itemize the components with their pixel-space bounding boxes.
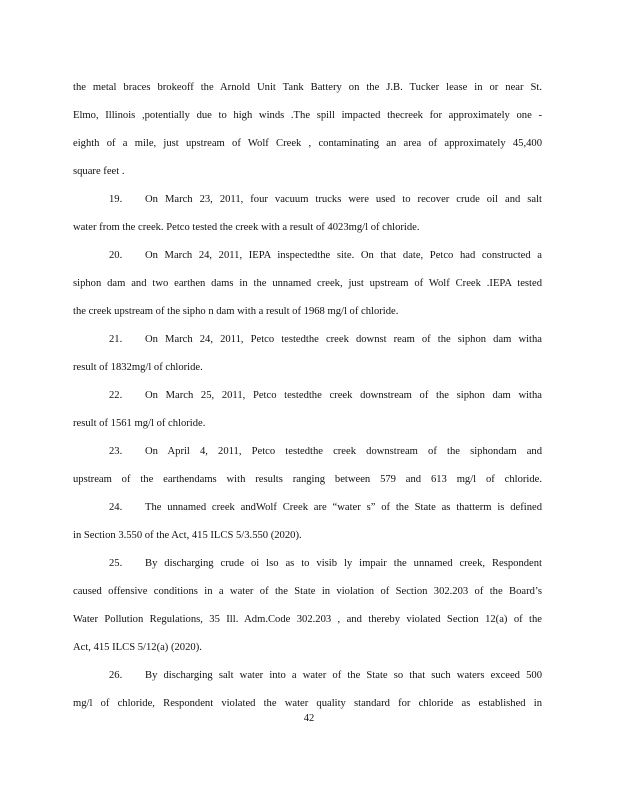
paragraph-19-first-line — [109, 193, 542, 207]
text-line: Water Pollution Regulations, 35 Ill. Adm.Code 302.203 , and thereby violated Section 12(a) of the — [73, 614, 542, 625]
paragraph-24-first-line — [109, 501, 542, 515]
text-line: result of 1561 mg/l of chloride. — [73, 418, 206, 429]
page-number: 42 — [303, 713, 315, 724]
text-line: Elmo, Illinois ,potentially due to high winds .The spill impacted thecreek for approximately one - — [73, 110, 542, 121]
text-line: the metal braces brokeoff the Arnold Unit Tank Battery on the J.B. Tucker lease in or near St. — [73, 82, 542, 93]
text-line: On March 25, 2011, Petco testedthe creek downstream of the siphon dam witha — [145, 390, 542, 401]
paragraph-number: 23. — [109, 446, 123, 457]
text-line: eighth of a mile, just upstream of Wolf Creek , contaminating an area of approximately 45,400 — [73, 138, 542, 149]
text-line: in Section 3.550 of the Act, 415 ILCS 5/3.550 (2020). — [73, 530, 302, 541]
paragraph-26-first-line — [109, 669, 542, 683]
text-line: caused offensive conditions in a water of the State in violation of Section 302.203 of the Board’s — [73, 586, 542, 597]
paragraph-21-first-line — [109, 333, 542, 347]
text-line: The unnamed creek andWolf Creek are “water s” of the State as thatterm is defined — [145, 502, 542, 513]
paragraph-number: 19. — [109, 194, 123, 205]
paragraph-number: 22. — [109, 390, 123, 401]
text-line: water from the creek. Petco tested the creek with a result of 4023mg/l of chloride. — [73, 222, 420, 233]
paragraph-23-first-line — [109, 445, 542, 459]
text-line: result of 1832mg/l of chloride. — [73, 362, 203, 373]
paragraph-25-first-line — [109, 557, 542, 571]
paragraph-number: 26. — [109, 670, 123, 681]
text-line: On April 4, 2011, Petco testedthe creek downstream of the siphondam and — [145, 446, 542, 457]
paragraph-number: 20. — [109, 250, 123, 261]
text-line: On March 24, 2011, IEPA inspectedthe site. On that date, Petco had constructed a — [145, 250, 542, 261]
text-line: By discharging crude oi lso as to visib ly impair the unnamed creek, Respondent — [145, 558, 542, 569]
text-line: Act, 415 ILCS 5/12(a) (2020). — [73, 642, 202, 653]
paragraph-22-first-line — [109, 389, 542, 403]
paragraph-number: 24. — [109, 502, 123, 513]
text-line: On March 23, 2011, four vacuum trucks were used to recover crude oil and salt — [145, 194, 542, 205]
text-line: the creek upstream of the sipho n dam with a result of 1968 mg/l of chloride. — [73, 306, 399, 317]
text-line: By discharging salt water into a water of the State so that such waters exceed 500 — [145, 670, 542, 681]
text-line: mg/l of chloride, Respondent violated the water quality standard for chloride as established in — [73, 698, 542, 709]
text-line: On March 24, 2011, Petco testedthe creek downst ream of the siphon dam witha — [145, 334, 542, 345]
text-line: upstream of the earthendams with results ranging between 579 and 613 mg/l of chloride. — [73, 474, 542, 485]
paragraph-number: 25. — [109, 558, 123, 569]
text-line: square feet . — [73, 166, 125, 177]
paragraph-20-first-line — [109, 249, 542, 263]
text-line: siphon dam and two earthen dams in the unnamed creek, just upstream of Wolf Creek .IEPA tested — [73, 278, 542, 289]
paragraph-number: 21. — [109, 334, 123, 345]
